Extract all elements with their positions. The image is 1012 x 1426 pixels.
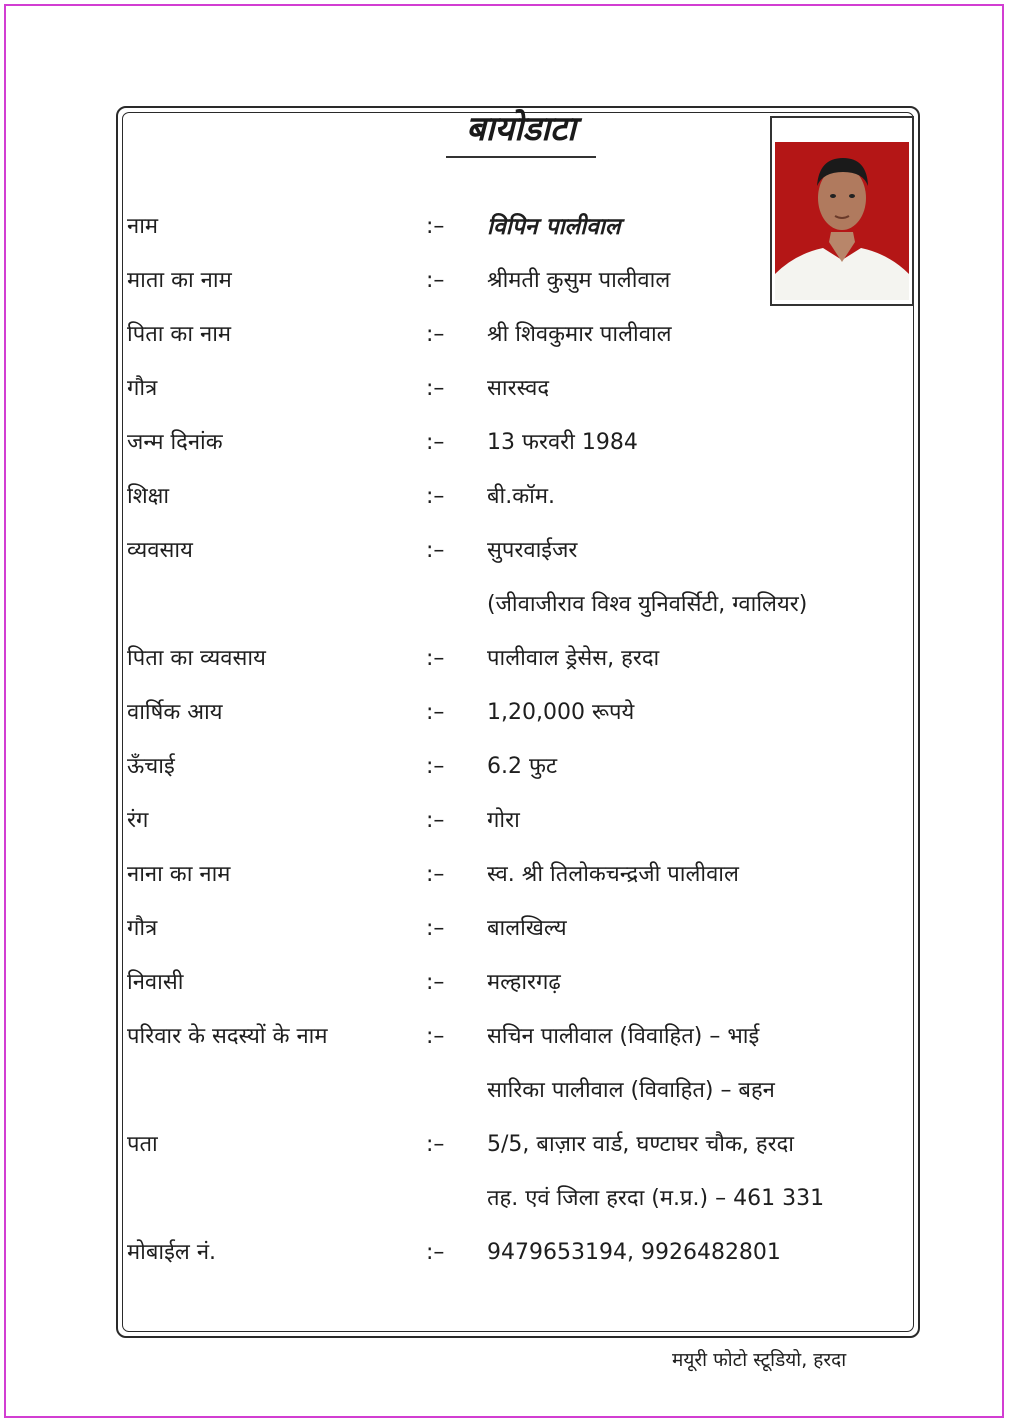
field-label: मोबाईल नं. bbox=[127, 1240, 217, 1265]
field-separator: :– bbox=[426, 538, 445, 563]
field-separator: :– bbox=[426, 322, 445, 347]
field-label: व्यवसाय bbox=[127, 538, 193, 563]
field-label: रंग bbox=[127, 808, 149, 833]
field-separator: :– bbox=[426, 1240, 445, 1265]
profile-photo bbox=[775, 142, 909, 300]
field-separator: :– bbox=[426, 754, 445, 779]
field-value-continued: सारिका पालीवाल (विवाहित) – बहन bbox=[487, 1078, 775, 1103]
studio-credit: मयूरी फोटो स्टूडियो, हरदा bbox=[672, 1349, 847, 1371]
field-value: सुपरवाईजर bbox=[487, 538, 578, 563]
field-value: 5/5, बाज़ार वार्ड, घण्टाघर चौक, हरदा bbox=[487, 1132, 794, 1157]
field-label: परिवार के सदस्यों के नाम bbox=[127, 1024, 328, 1049]
field-label: वार्षिक आय bbox=[127, 700, 223, 725]
field-separator: :– bbox=[426, 484, 445, 509]
field-separator: :– bbox=[426, 808, 445, 833]
field-separator: :– bbox=[426, 916, 445, 941]
field-separator: :– bbox=[426, 646, 445, 671]
field-label: शिक्षा bbox=[127, 484, 170, 509]
field-separator: :– bbox=[426, 970, 445, 995]
field-value: विपिन पालीवाल bbox=[487, 214, 621, 240]
field-value: स्व. श्री तिलोकचन्द्रजी पालीवाल bbox=[487, 862, 739, 887]
field-label: गौत्र bbox=[127, 916, 158, 941]
field-separator: :– bbox=[426, 700, 445, 725]
photo-frame bbox=[770, 116, 914, 306]
field-label: जन्म दिनांक bbox=[127, 430, 223, 455]
field-separator: :– bbox=[426, 214, 445, 239]
field-value: श्री शिवकुमार पालीवाल bbox=[487, 322, 672, 347]
field-label: गौत्र bbox=[127, 376, 158, 401]
field-label: पता bbox=[127, 1132, 158, 1157]
field-label: पिता का व्यवसाय bbox=[127, 646, 266, 671]
field-value: पालीवाल ड्रेसेस, हरदा bbox=[487, 646, 660, 671]
document-title: बायोडाटा bbox=[446, 108, 596, 158]
field-label: नाम bbox=[127, 214, 159, 239]
field-value: बी.कॉम. bbox=[487, 484, 555, 509]
field-value: 1,20,000 रूपये bbox=[487, 700, 635, 725]
field-value: सचिन पालीवाल (विवाहित) – भाई bbox=[487, 1024, 760, 1049]
field-value: सारस्वद bbox=[487, 376, 550, 401]
field-label: पिता का नाम bbox=[127, 322, 232, 347]
field-value: मल्हारगढ़ bbox=[487, 970, 561, 995]
field-value: बालखिल्य bbox=[487, 916, 567, 941]
field-label: माता का नाम bbox=[127, 268, 232, 293]
field-separator: :– bbox=[426, 862, 445, 887]
field-separator: :– bbox=[426, 1024, 445, 1049]
field-separator: :– bbox=[426, 1132, 445, 1157]
field-separator: :– bbox=[426, 376, 445, 401]
field-value-continued: तह. एवं जिला हरदा (म.प्र.) – 461 331 bbox=[487, 1186, 825, 1211]
field-value: श्रीमती कुसुम पालीवाल bbox=[487, 268, 671, 293]
field-label: ऊँचाई bbox=[127, 754, 175, 779]
field-label: निवासी bbox=[127, 970, 184, 995]
field-value: 9479653194, 9926482801 bbox=[487, 1240, 781, 1265]
field-separator: :– bbox=[426, 430, 445, 455]
field-separator: :– bbox=[426, 268, 445, 293]
field-value: 6.2 फुट bbox=[487, 754, 558, 779]
field-value-continued: (जीवाजीराव विश्व युनिवर्सिटी, ग्वालियर) bbox=[487, 592, 808, 617]
field-label: नाना का नाम bbox=[127, 862, 231, 887]
field-value: 13 फरवरी 1984 bbox=[487, 430, 638, 455]
field-value: गोरा bbox=[487, 808, 520, 833]
